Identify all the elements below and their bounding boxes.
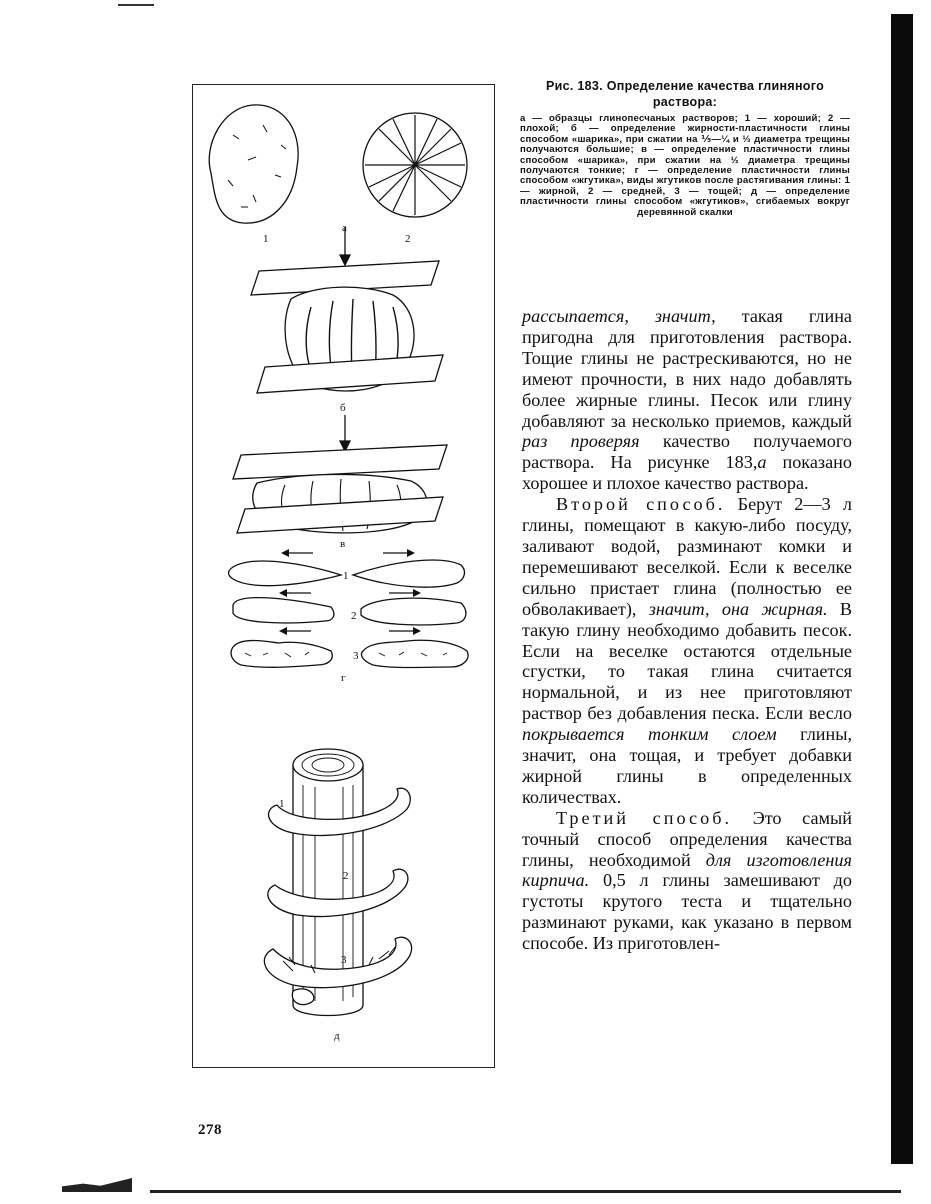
p1-italic-g: а [757, 452, 767, 473]
sample-good-lump [209, 105, 298, 223]
label-a1: 1 [263, 233, 269, 245]
p2-italic-b: значит, она жирная. [648, 598, 828, 619]
p3-heading: Третий способ. [556, 807, 732, 828]
label-d: д [334, 1030, 340, 1042]
label-g2: 2 [351, 610, 357, 622]
strand-medium-left [233, 598, 334, 623]
p2-italic-d: покрывается тонким слоем [522, 724, 777, 745]
p1-italic-e: раз проверяя [522, 431, 640, 452]
paragraph-2 [522, 494, 852, 808]
label-v: в [340, 538, 346, 550]
p1-text-h: показано хорошее и плохое качество раствора. [522, 452, 853, 494]
p3-text-c: 0,5 л глины замешивают до густоты крутого теста и тщательно разминают руками, как указано в первом способе. Из приготовлен- [522, 870, 853, 954]
strand-fat-left [229, 561, 342, 586]
label-g3: 3 [353, 650, 359, 662]
label-b: б [340, 402, 346, 414]
p3-text-a: Это самый точный способ определения качества глины, необходимой [522, 807, 853, 870]
label-d1: 1 [279, 798, 285, 810]
strand-fat-right [353, 560, 464, 587]
body-text [522, 306, 852, 954]
p3-italic-b: для изготовления кирпича. [522, 849, 852, 891]
caption-body: а — образцы глинопесчаных растворов; 1 — хороший; 2 — плохой; б — определение жирности-пластичности глины способом «шарика», при сжатии на ⅕—¼ и ⅓ диаметра трещины получаются большие; в — определение пластичности глины способом «шарика», при сжатии на ½ диаметра трещины получаются тонкие; г — определение пластичности глины способом «жгутика», виды жгутиков после растягивания глины: 1 — жирной, 2 — средней, 3 — тощей; д — определение пластичности глины способом «жгутиков», сгибаемых вокруг деревянной скалки [520, 113, 850, 218]
strand-medium-right [361, 598, 466, 625]
p2-text-c: В такую глину необходимо добавить песок. Если на веселке остаются отдельные сгустки, то такая глина считается нормальной, и из нее приготовляют раствор без добавления песка. Если весло [522, 598, 853, 724]
p2-heading: Второй способ. [556, 494, 726, 515]
figure-illustration [193, 85, 496, 1069]
caption-title: Рис. 183. Определение качества глиняного раствора: [545, 79, 825, 109]
scan-edge-shadow [891, 14, 913, 1164]
label-g: г [341, 672, 346, 684]
label-g1: 1 [343, 570, 349, 582]
scan-edge-mark [118, 4, 154, 6]
p1-italic-b: значит, [654, 306, 716, 326]
strand-end [292, 989, 313, 1005]
p1-text-d: глина пригодна для приготовления раствора. Тощие глины не растрескиваются, но не имеют прочности, в них надо добавлять более жирные глины. Песок или глину добавляют за несколько приемов, каждый [522, 306, 852, 431]
p1-italic-a: рассыпается, [522, 306, 629, 326]
strand-lean-right [361, 640, 468, 667]
plate-bottom-b [257, 355, 443, 393]
scan-blot [62, 1178, 132, 1192]
paragraph-1 [522, 306, 852, 494]
label-d2: 2 [343, 870, 349, 882]
label-a2: 2 [405, 233, 411, 245]
figure-caption [520, 78, 850, 218]
sample-bad-ball [363, 113, 467, 217]
p2-text-e: глины, значит, она тощая, и требует добавки жирной глины в определенных количествах. [522, 724, 853, 807]
p1-text-c: такая [741, 306, 783, 326]
figure-183 [192, 84, 495, 1068]
p1-text-f: качество получаемого раствора. На рисунке 183, [522, 431, 852, 473]
label-a: а [342, 222, 347, 234]
label-d3: 3 [341, 954, 347, 966]
page-number: 278 [198, 1122, 222, 1138]
scan-bottom-edge [150, 1190, 901, 1193]
paragraph-3 [522, 808, 852, 954]
p2-text-a: Берут 2—3 л глины, помещают в какую-либо посуду, заливают водой, разминают комки и перемешивают веселкой. Если к веселке сильно пристает глина (полностью ее обволакивает), [522, 494, 852, 619]
